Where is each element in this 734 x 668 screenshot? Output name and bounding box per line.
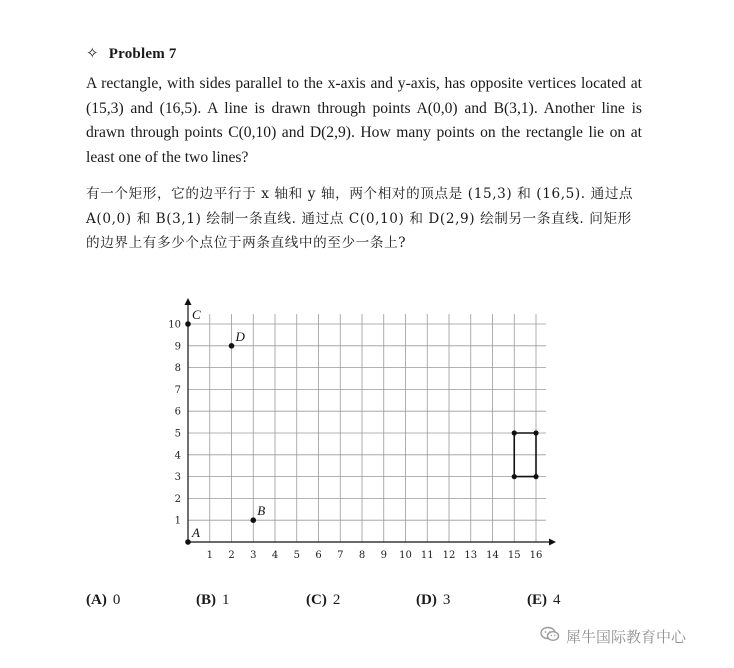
point-label-a: A: [192, 525, 200, 540]
x-tick-label: 5: [293, 550, 300, 561]
y-axis-arrow-icon: [185, 298, 192, 305]
y-tick-label: 10: [168, 319, 181, 331]
x-tick-label: 6: [315, 550, 322, 561]
rectangle-vertex: [512, 474, 517, 479]
rectangle-vertex: [533, 430, 538, 435]
wechat-icon: [540, 626, 560, 642]
point-label-b: B: [257, 503, 266, 519]
y-tick-label: 8: [174, 363, 181, 375]
y-tick-label: 1: [174, 515, 181, 527]
choice-value: 0: [112, 592, 121, 608]
grid-lines: [188, 314, 546, 542]
problem-title: Problem 7: [108, 46, 177, 62]
point-c: [185, 321, 191, 327]
problem-text-english: A rectangle, with sides parallel to the x-axis and y-axis, has opposite vertices located at (15,3) and (16,5). A line is drawn through points A(0,0) and B(3,1). Another line is drawn through points C(0,10) and D(2,9). How many points on the rectangle lie on at least one of the two lines?: [86, 75, 642, 166]
choice-value: 3: [442, 592, 451, 608]
x-tick-label: 9: [380, 550, 387, 561]
x-tick-label: 10: [399, 550, 412, 561]
choice-letter: (C): [306, 592, 327, 608]
choice-letter: (A): [86, 592, 107, 608]
diamond-star-icon: ✧: [86, 46, 99, 62]
rectangle-vertex: [512, 430, 517, 435]
choice-a[interactable]: [86, 592, 120, 609]
y-tick-label: 4: [174, 450, 181, 462]
choice-value: 4: [553, 592, 561, 608]
y-tick-label: 9: [174, 341, 181, 353]
x-tick-label: 1: [206, 550, 213, 561]
point-b: [250, 517, 256, 523]
point-label-d: D: [235, 328, 245, 344]
x-tick-label: 8: [358, 550, 366, 561]
y-tick-label: 3: [174, 472, 181, 484]
x-tick-label: 16: [529, 550, 543, 561]
choice-c[interactable]: [306, 592, 340, 609]
choice-value: 2: [332, 592, 341, 608]
watermark: [540, 626, 686, 647]
choice-letter: (D): [416, 592, 437, 608]
tick-labels: [168, 320, 542, 562]
x-tick-label: 11: [420, 550, 434, 561]
choice-value: 1: [222, 592, 230, 608]
choice-letter: (B): [196, 592, 216, 608]
x-tick-label: 4: [271, 550, 279, 561]
x-tick-label: 15: [507, 550, 521, 561]
choice-b[interactable]: [196, 592, 230, 609]
watermark-text: 犀牛国际教育中心: [566, 628, 687, 646]
choice-d[interactable]: [416, 592, 450, 609]
choice-letter: (E): [527, 592, 547, 608]
y-tick-label: 2: [174, 493, 181, 505]
x-tick-label: 14: [486, 550, 499, 561]
choice-e[interactable]: [527, 592, 561, 609]
x-tick-label: 7: [337, 550, 344, 561]
point-a: [185, 539, 191, 545]
problem-text-chinese: 有一个矩形，它的边平行于 x 轴和 y 轴，两个相对的顶点是 (15,3) 和 (16,5). 通过点 A(0,0) 和 B(3,1) 绘制一条直线. 通过点 C(0,10) 和 D(2,9) 绘制另一条直线. 问矩形的边界上有多少个点位于两条直线中的至少一条上?: [86, 186, 634, 251]
x-axis-arrow-icon: [549, 539, 556, 546]
point-label-c: C: [192, 307, 201, 322]
x-tick-label: 12: [442, 550, 456, 561]
answer-choices: [86, 592, 646, 614]
x-tick-label: 2: [228, 550, 235, 561]
y-tick-label: 6: [174, 406, 181, 418]
point-d: [229, 343, 235, 349]
x-tick-label: 13: [464, 550, 478, 561]
rectangle-vertex: [533, 474, 538, 479]
y-tick-label: 5: [174, 428, 181, 440]
y-tick-label: 7: [174, 384, 181, 396]
x-tick-label: 3: [250, 550, 257, 561]
